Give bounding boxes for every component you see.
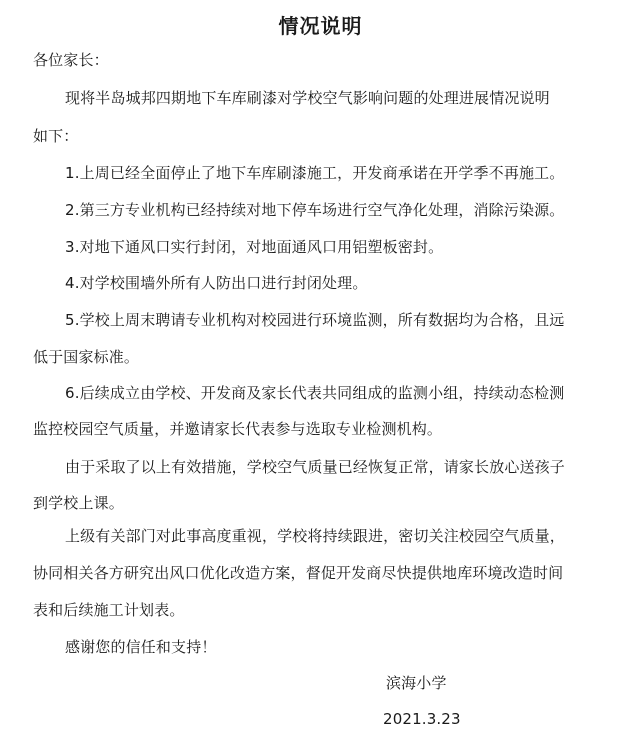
signature: 滨海小学 [386,674,447,692]
item-5-line-2: 低于国家标准。 [33,348,140,366]
item-1: 1.上周已经全面停止了地下车库刷漆施工，开发商承诺在开学季不再施工。 [65,164,565,182]
document-title: 情况说明 [278,14,363,38]
date: 2021.3.23 [383,710,461,728]
item-6-line-2: 监控校园空气质量，并邀请家长代表参与选取专业检测机构。 [33,420,443,438]
followup-line-2: 协同相关各方研究出风口优化改造方案，督促开发商尽快提供地库环境改造时间 [33,564,564,582]
item-3: 3.对地下通风口实行封闭，对地面通风口用铝塑板密封。 [65,238,444,256]
item-2: 2.第三方专业机构已经持续对地下停车场进行空气净化处理，消除污染源。 [65,201,565,219]
greeting: 各位家长： [33,51,109,69]
item-5-line-1: 5.学校上周末聘请专业机构对校园进行环境监测，所有数据均为合格，且远 [65,311,565,329]
item-4: 4.对学校围墙外所有人防出口进行封闭处理。 [65,274,368,292]
measures-line-1: 由于采取了以上有效措施，学校空气质量已经恢复正常，请家长放心送孩子 [65,458,565,476]
item-6-line-1: 6.后续成立由学校、开发商及家长代表共同组成的监测小组，持续动态检测 [65,384,565,402]
intro-line-2: 如下： [33,127,79,145]
intro-line-1: 现将半岛城邦四期地下车库刷漆对学校空气影响问题的处理进展情况说明 [65,89,550,107]
followup-line-1: 上级有关部门对此事高度重视，学校将持续跟进，密切关注校园空气质量， [65,527,565,545]
followup-line-3: 表和后续施工计划表。 [33,601,185,619]
thanks-line: 感谢您的信任和支持！ [65,638,217,656]
measures-line-2: 到学校上课。 [33,494,124,512]
